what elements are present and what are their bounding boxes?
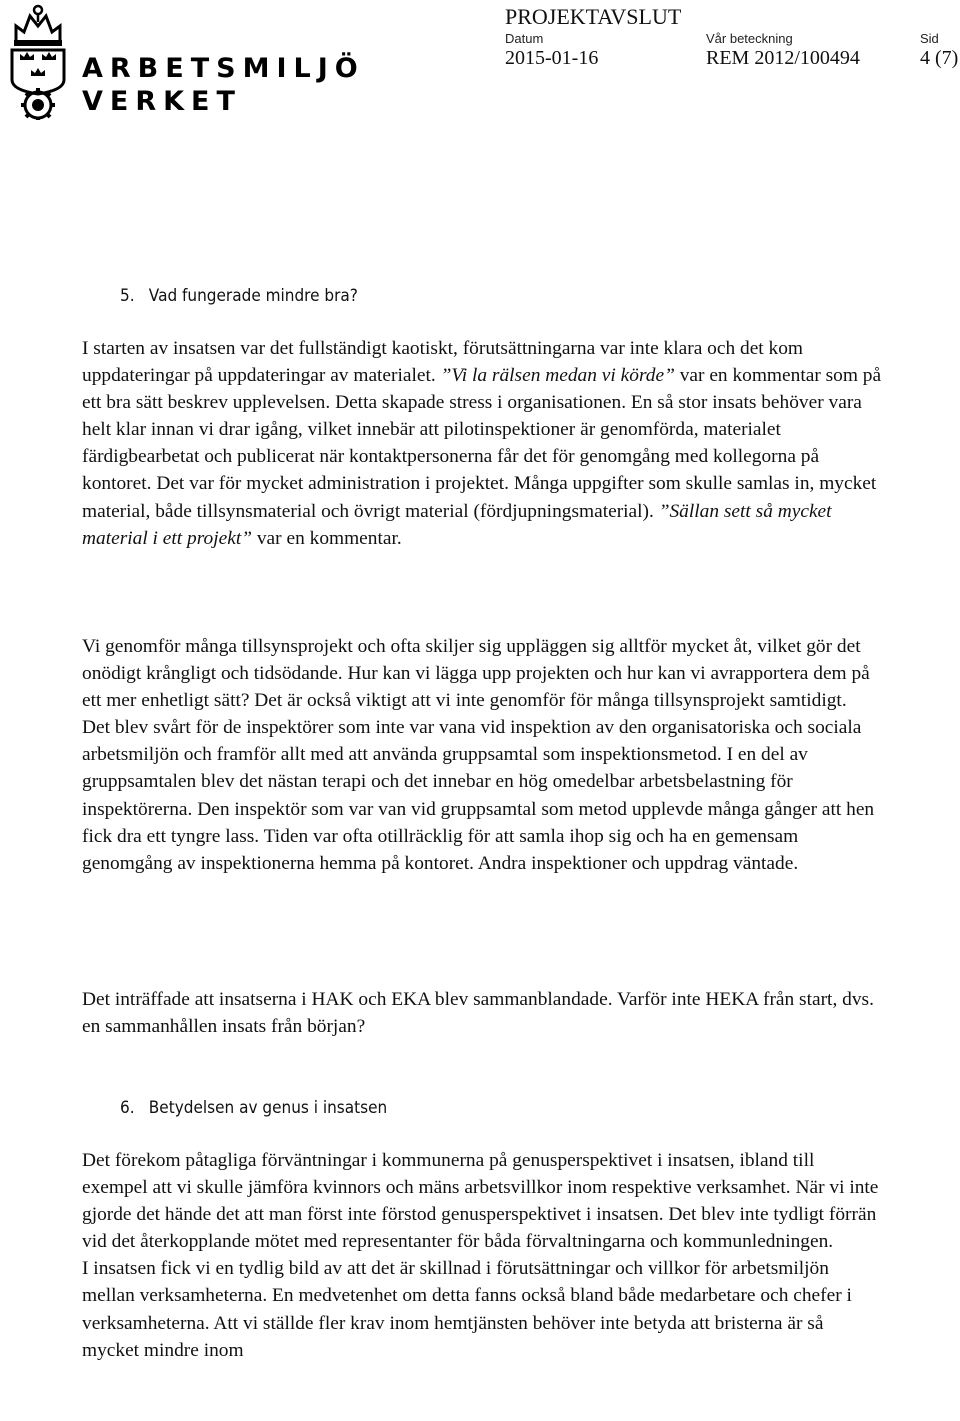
document-type: PROJEKTAVSLUT [505, 4, 682, 29]
quote: ”Vi la rälsen medan vi körde” [440, 365, 675, 387]
quote: ”Sällan sett så mycket material i ett projekt” [82, 500, 832, 549]
section-number: 5. [120, 286, 135, 306]
section-title: Vad fungerade mindre bra? [148, 286, 358, 306]
page-number: 4 (7) [920, 47, 959, 69]
paragraph: Det inträffade att insatserna i HAK och EKA blev sammanblandade. Varför inte HEKA från start, dvs. en sammanhållen insats från början? [82, 989, 874, 1038]
section-6-paragraphs [82, 1147, 882, 1364]
section-heading-5 [120, 286, 358, 306]
text-run: var en kommentar som på ett bra sätt beskrev upplevelsen. Detta skapade stress i organisationen. En så stor insats behöver vara helt klar innan vi drar igång, vilket innebär att pilotinspektioner är genomförda, materialet färdigbearbetat och publicerat när kontaktpersonerna får det för genomgång med kollegorna på kontoret. Det var för mycket administration i projektet. Många uppgifter som skulle samlas in, mycket material, både tillsynsmaterial och övrigt material (fördjupningsmaterial). [82, 365, 882, 522]
text-run: var en kommentar. [252, 527, 402, 549]
section-5-paragraph-2 [82, 633, 882, 877]
agency-logo [0, 0, 365, 130]
section-heading-6 [120, 1098, 387, 1118]
section-number: 6. [120, 1098, 135, 1118]
paragraph: Vi genomför många tillsynsprojekt och ofta skiljer sig uppläggen sig alltför mycket åt, vilket gör det onödigt krångligt och tidsödande. Hur kan vi lägga upp projekten och hur kan vi avrapportera dem på ett mer enhetligt sätt? Det är också viktigt att vi inte genomför för många tillsynsprojekt samtidigt. [82, 636, 870, 712]
coat-of-arms-icon [2, 2, 74, 120]
date-label: Datum [505, 31, 544, 46]
paragraph: I insatsen fick vi en tydlig bild av att det är skillnad i förutsättningar och villkor för arbetsmiljön mellan verksamheterna. En medvetenhet om detta fanns också bland både medarbetare och chefer i verksamheterna. Att vi ställde fler krav inom hemtjänsten behöver inte betyda att bristerna är så mycket mindre inom [82, 1258, 852, 1361]
section-title: Betydelsen av genus i insatsen [148, 1098, 388, 1118]
section-5-paragraph-4 [82, 986, 882, 1040]
paragraph: Det blev svårt för de inspektörer som inte var vana vid inspektion av den organisatoriska och sociala arbetsmiljön och framför allt med att använda gruppsamtal som inspektionsmetod. I en del av gruppsamtalen blev det nästan terapi och det innebar en hög omedelbar arbetsbelastning för inspektörerna. Den inspektör som var van vid gruppsamtal som metod upplevde många gånger att hen fick dra ett tyngre lass. Tiden var ofta otillräcklig för att samla ihop sig och ha en gemensam genomgång av inspektionerna hemma på kontoret. Andra inspektioner och uppdrag väntade. [82, 717, 875, 874]
text-run: I starten av insatsen var det fullständigt kaotiskt, förutsättningarna var inte klara och det kom uppdateringar på uppdateringar av materialet. [82, 338, 804, 387]
document-header [505, 4, 960, 74]
section-5-paragraph-1 [82, 335, 882, 552]
reference-label: Vår beteckning [706, 31, 793, 46]
agency-name-line2: VERKET [82, 86, 242, 117]
agency-wordmark [82, 52, 365, 118]
paragraph: Det förekom påtagliga förväntningar i kommunerna på genusperspektivet i insatsen, ibland till exempel att vi skulle jämföra kvinnors och mäns arbetsvillkor inom respektive verksamhet. När vi inte gjorde det hände det att man först inte förstod genusperspektivet i insatsen. Det blev inte tydligt förrän vid det återkopplande mötet med representanter för båda förvaltningarna och kommunledningen. [82, 1150, 879, 1253]
page-label: Sid [920, 31, 939, 46]
date-value: 2015-01-16 [505, 47, 599, 69]
agency-name-line1: ARBETSMILJÖ [82, 53, 365, 84]
paragraph [82, 335, 882, 552]
reference-value: REM 2012/100494 [706, 47, 860, 69]
